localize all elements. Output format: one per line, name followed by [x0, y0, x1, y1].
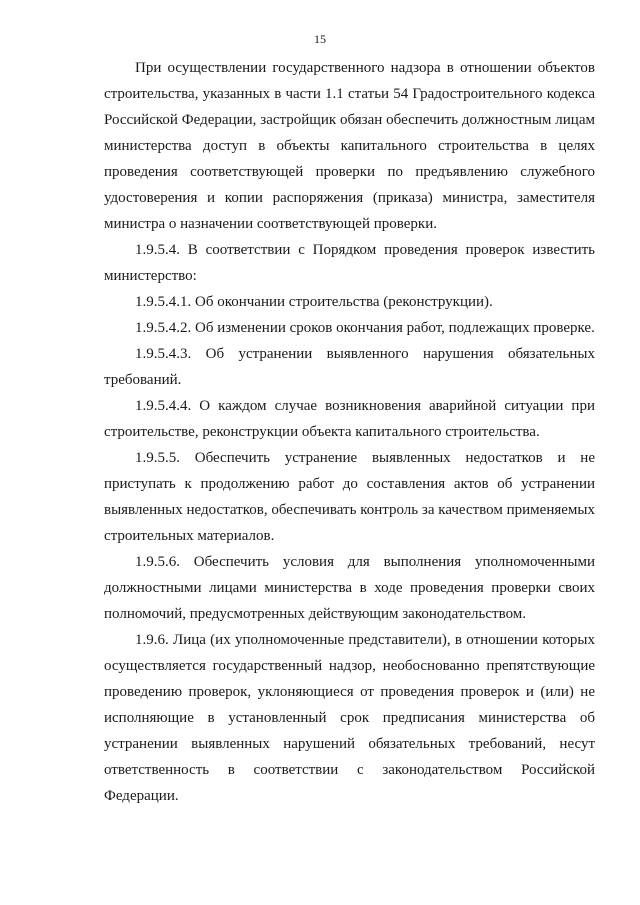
paragraph-1-9-6: 1.9.6. Лица (их уполномоченные представители), в отношении которых осуществляется государственный надзор, необоснованно препятствующие проведению проверок, уклоняющиеся от проведения проверок и (или) не исполняющие в установленный срок предписания министерства об устранении выявленных нарушений обязательных требований, несут ответственность в соответствии с законодательством Российской Федерации. — [104, 632, 595, 804]
page-number: 15 — [314, 32, 326, 46]
paragraph-1-9-5-4-3: 1.9.5.4.3. Об устранении выявленного нарушения обязательных требований. — [104, 346, 595, 388]
paragraph-1-9-5-4: 1.9.5.4. В соответствии с Порядком проведения проверок известить министерство: — [104, 242, 595, 284]
paragraph-1-9-5-4-2: 1.9.5.4.2. Об изменении сроков окончания работ, подлежащих проверке. — [135, 320, 595, 336]
paragraph-state-supervision-access: При осуществлении государственного надзора в отношении объектов строительства, указанных в части 1.1 статьи 54 Градостроительного кодекса Российской Федерации, застройщик обязан обеспечить должностным лицам министерства доступ в объекты капитального строительства в целях проведения соответствующей проверки по предъявлению служебного удостоверения и копии распоряжения (приказа) министра, заместителя министра о назначении соответствующей проверки. — [104, 60, 595, 232]
paragraph-1-9-5-4-4: 1.9.5.4.4. О каждом случае возникновения аварийной ситуации при строительстве, реконструкции объекта капитального строительства. — [104, 398, 595, 440]
paragraph-1-9-5-5: 1.9.5.5. Обеспечить устранение выявленных недостатков и не приступать к продолжению работ до составления актов об устранении выявленных недостатков, обеспечивать контроль за качеством применяемых строительных материалов. — [104, 450, 595, 544]
document-body — [104, 55, 595, 809]
paragraph-1-9-5-4-1: 1.9.5.4.1. Об окончании строительства (реконструкции). — [135, 294, 493, 310]
paragraph-1-9-5-6: 1.9.5.6. Обеспечить условия для выполнения уполномоченными должностными лицами министерства в ходе проведения проверки своих полномочий, предусмотренных действующим законодательством. — [104, 554, 595, 622]
